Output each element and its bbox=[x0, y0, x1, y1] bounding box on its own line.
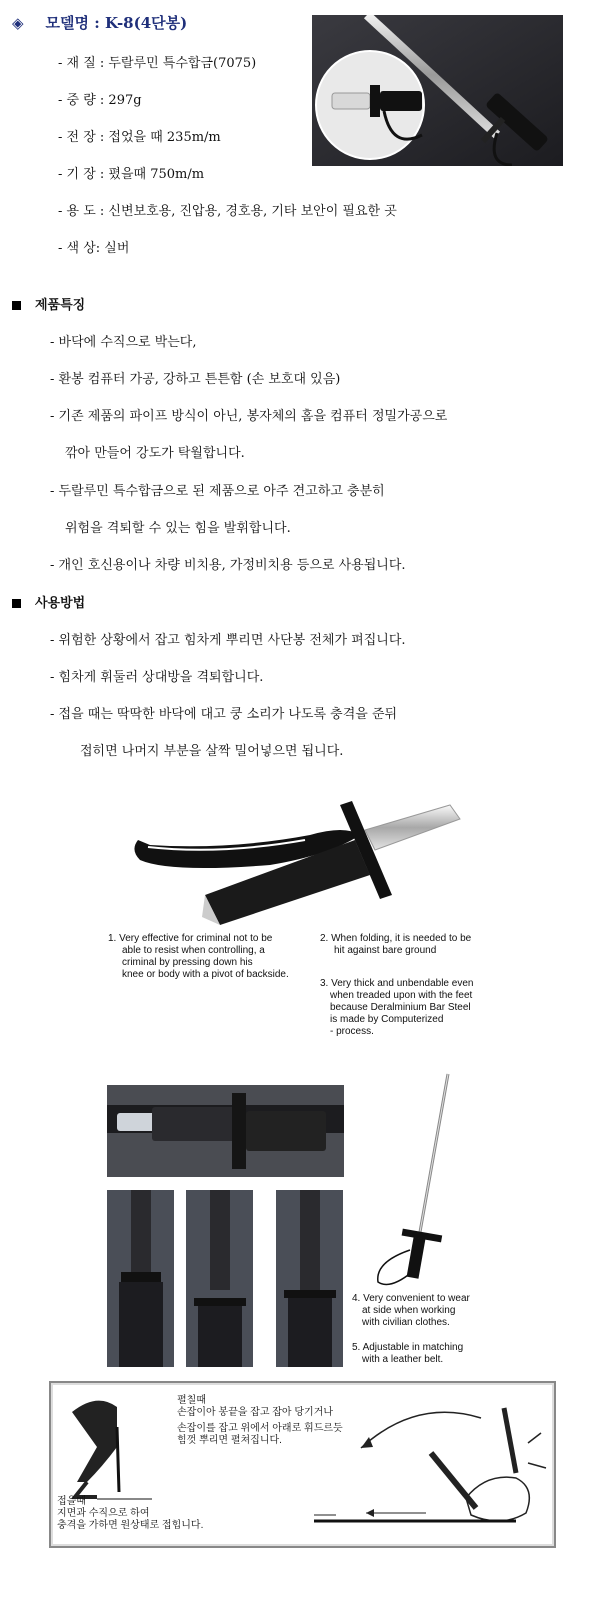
product-title bbox=[12, 12, 187, 33]
fold-instructions: 접을때 지면과 수직으로 하여 충격을 가하면 원상태로 접힙니다. bbox=[57, 1496, 204, 1531]
baton-strap-illustration bbox=[130, 795, 470, 925]
spec-material: - 재 질 : 두랄루민 특수합금(7075) bbox=[58, 56, 257, 71]
spec-color: - 색 상: 실버 bbox=[58, 241, 130, 256]
square-bullet-icon bbox=[12, 301, 21, 310]
unfold-instructions: 펼칠때 손잡이아 봉끝을 잡고 잡아 당기거나 손잡이를 잡고 위에서 아래로 휘드르듯 힘껏 뿌리면 펼쳐집니다. bbox=[177, 1395, 343, 1446]
feature-line: - 두랄루민 특수합금으로 된 제품으로 아주 견고하고 충분히 bbox=[50, 484, 385, 499]
spec-weight: - 중 량 : 297g bbox=[58, 93, 142, 108]
note-1: 1. Very effective for criminal not to be able to resist when controlling, a criminal by pressing down his knee or body with a pivot of backside. bbox=[108, 933, 289, 980]
folding-person-sketch bbox=[57, 1387, 157, 1507]
feature-line-continued: 위험을 격퇴할 수 있는 힘을 발휘합니다. bbox=[65, 521, 291, 536]
holster-photo-2 bbox=[186, 1190, 253, 1367]
note-3: 3. Very thick and unbendable even when treaded upon with the feet because Deralminium Bar Steel is made by Computerized - process. bbox=[320, 978, 474, 1037]
feature-line: - 바닥에 수직으로 박는다, bbox=[50, 335, 197, 350]
usage-line: - 힘차게 휘둘러 상대방을 격퇴합니다. bbox=[50, 670, 264, 685]
feature-line-continued: 깎아 만들어 강도가 탁월합니다. bbox=[65, 446, 245, 461]
baton-product-photo bbox=[312, 15, 563, 166]
baton-photo-illustration bbox=[312, 15, 563, 166]
feature-line: - 환봉 컴퓨터 가공, 강하고 튼튼함 (손 보호대 있음) bbox=[50, 372, 341, 387]
usage-line: - 접을 때는 딱딱한 바닥에 대고 쿵 소리가 나도록 충격을 준뒤 bbox=[50, 707, 398, 722]
model-name: 모델명 : K-8(4단봉) bbox=[45, 14, 188, 32]
feature-line: - 기존 제품의 파이프 방식이 아닌, 봉자체의 홈을 컴퓨터 정밀가공으로 bbox=[50, 409, 448, 424]
holster-photo-3 bbox=[276, 1190, 343, 1367]
unfold-motion-sketch bbox=[266, 1403, 551, 1543]
usage-diagram-box bbox=[49, 1381, 556, 1548]
note-5: 5. Adjustable in matching with a leather belt. bbox=[352, 1342, 464, 1365]
note-2: 2. When folding, it is needed to be hit against bare ground bbox=[320, 933, 472, 956]
usage-heading-label: 사용방법 bbox=[35, 596, 86, 611]
usage-heading bbox=[12, 592, 85, 611]
note-4: 4. Very convenient to wear at side when working with civilian clothes. bbox=[352, 1293, 470, 1328]
holster-photo-1 bbox=[107, 1190, 174, 1367]
spec-usage: - 용 도 : 신변보호용, 진압용, 경호용, 기타 보안이 필요한 곳 bbox=[58, 204, 397, 219]
features-heading bbox=[12, 294, 85, 313]
belt-holster-photo bbox=[107, 1085, 344, 1177]
spec-extended-length: - 기 장 : 폈을때 750m/m bbox=[58, 167, 205, 182]
diamond-bullet-icon: ◈ bbox=[12, 14, 24, 32]
usage-line-continued: 접히면 나머지 부분을 살짝 밀어넣으면 됩니다. bbox=[80, 744, 344, 759]
square-bullet-icon bbox=[12, 599, 21, 608]
usage-line: - 위험한 상황에서 잡고 힘차게 뿌리면 사단봉 전체가 펴집니다. bbox=[50, 633, 406, 648]
extended-baton-illustration bbox=[370, 1072, 460, 1290]
features-heading-label: 제품특징 bbox=[35, 298, 86, 313]
spec-folded-length: - 전 장 : 접었을 때 235m/m bbox=[58, 130, 221, 145]
feature-line: - 개인 호신용이나 차량 비치용, 가정비치용 등으로 사용됩니다. bbox=[50, 558, 406, 573]
